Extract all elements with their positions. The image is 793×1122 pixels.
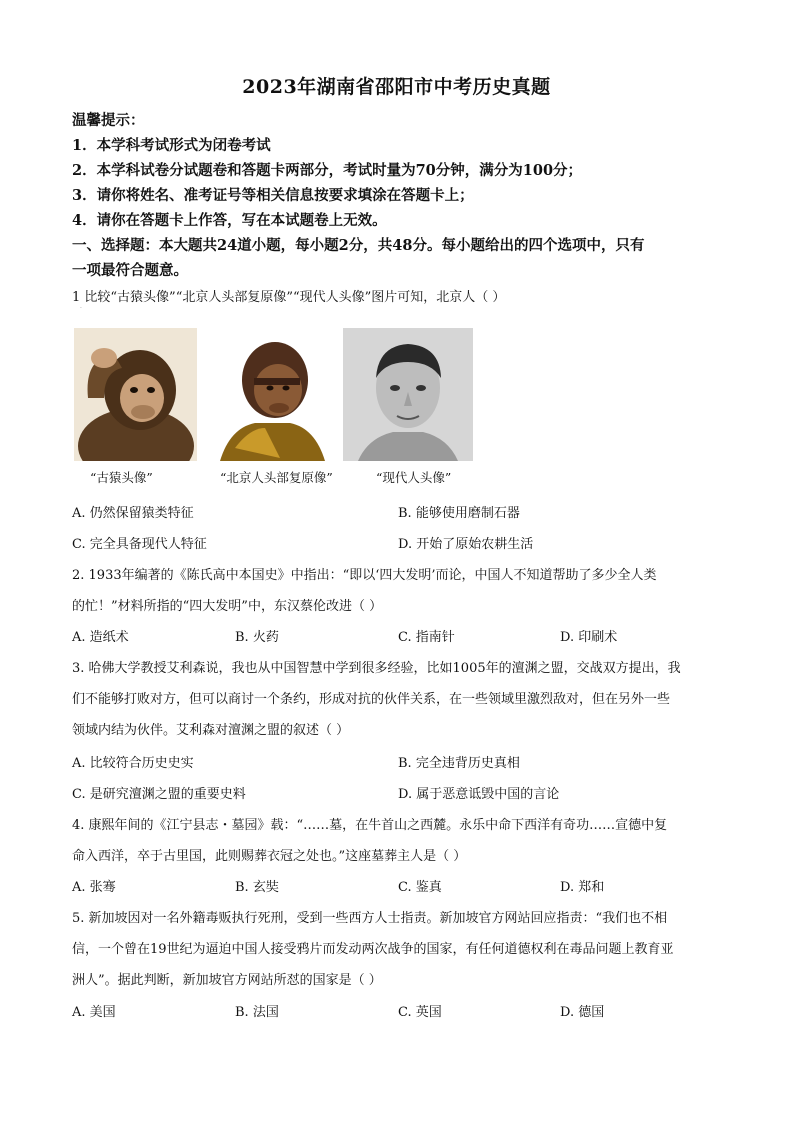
- tip-1: 1．本学科考试形式为闭卷考试: [72, 137, 271, 154]
- peking-man-image: [210, 328, 333, 461]
- q3-line3: 领域内结为伙伴。艾利森对澶渊之盟的叙述（ ）: [72, 723, 350, 738]
- tips-header: 温馨提示：: [72, 112, 145, 129]
- q1-option-c: C. 完全具备现代人特征: [72, 537, 207, 552]
- q1-stem: 1 比较“古猿头像”“北京人头部复原像”“现代人头像”图片可知，北京人（ ）: [72, 290, 506, 305]
- q4-option-d: D. 郑和: [560, 880, 605, 895]
- caption-modern-human: “现代人头像”: [376, 470, 452, 485]
- q4-line2: 命入西洋，卒于古里国，此则赐葬衣冠之处也。”这座墓葬主人是（ ）: [72, 849, 467, 864]
- caption-ape-head: “古猿头像”: [90, 470, 153, 485]
- tip-2: 2．本学科试卷分试题卷和答题卡两部分，考试时量为70分钟，满分为100分；: [72, 162, 583, 179]
- q2-line1: 2. 1933年编著的《陈氏高中本国史》中指出：“即以‘四大发明’而论，中国人不知道帮助了多少全人类: [72, 568, 657, 583]
- q4-option-a: A. 张骞: [72, 880, 116, 895]
- q5-line2: 信，一个曾在19世纪为逼迫中国人接受鸦片而发动两次战争的国家，有任何道德权利在毒品问题上教育亚: [72, 942, 674, 957]
- section-heading-line1: 一、选择题：本大题共24道小题，每小题2分，共48分。每小题给出的四个选项中，只有: [72, 237, 645, 254]
- tip-3: 3．请你将姓名、准考证号等相关信息按要求填涂在答题卡上；: [72, 187, 474, 204]
- q3-option-d: D. 属于恶意诋毁中国的言论: [398, 787, 560, 802]
- q5-option-c: C. 英国: [398, 1005, 442, 1020]
- q4-option-c: C. 鉴真: [398, 880, 442, 895]
- q2-option-b: B. 火药: [235, 630, 279, 645]
- q1-option-a: A. 仍然保留猿类特征: [72, 506, 194, 521]
- q5-line3: 洲人”。据此判断，新加坡官方网站所怼的国家是（ ）: [72, 973, 382, 988]
- modern-human-image: [343, 328, 473, 461]
- q3-option-a: A. 比较符合历史史实: [72, 756, 194, 771]
- q1-option-d: D. 开始了原始农耕生活: [398, 537, 534, 552]
- tip-4: 4．请你在答题卡上作答，写在本试题卷上无效。: [72, 212, 387, 229]
- q2-option-c: C. 指南针: [398, 630, 455, 645]
- stray-mark: ·: [80, 305, 82, 312]
- q2-line2: 的忙！”材料所指的“四大发明”中，东汉蔡伦改进（ ）: [72, 599, 383, 614]
- caption-peking-man: “北京人头部复原像”: [220, 470, 333, 485]
- q3-option-b: B. 完全违背历史真相: [398, 756, 520, 771]
- q5-option-b: B. 法国: [235, 1005, 279, 1020]
- section-heading-line2: 一项最符合题意。: [72, 262, 188, 279]
- q2-option-a: A. 造纸术: [72, 630, 129, 645]
- q4-option-b: B. 玄奘: [235, 880, 279, 895]
- q5-line1: 5. 新加坡因对一名外籍毒贩执行死刑，受到一些西方人士指责。新加坡官方网站回应指责：“我们也不相: [72, 911, 668, 926]
- q4-line1: 4. 康熙年间的《江宁县志・墓园》载：“……墓，在牛首山之西麓。永乐中命下西洋有奇功……宣德中复: [72, 818, 668, 833]
- q3-line2: 们不能够打败对方，但可以商讨一个条约，形成对抗的伙伴关系，在一些领域里激烈敌对，但在另外一些: [72, 692, 671, 707]
- page-title: 2023年湖南省邵阳市中考历史真题: [242, 76, 551, 98]
- q5-option-a: A. 美国: [72, 1005, 116, 1020]
- ape-head-image: [74, 328, 197, 461]
- q1-option-b: B. 能够使用磨制石器: [398, 506, 520, 521]
- q3-option-c: C. 是研究澶渊之盟的重要史料: [72, 787, 246, 802]
- q3-line1: 3. 哈佛大学教授艾利森说，我也从中国智慧中学到很多经验，比如1005年的澶渊之盟，交战双方提出，我: [72, 661, 681, 676]
- q2-option-d: D. 印刷术: [560, 630, 618, 645]
- q5-option-d: D. 德国: [560, 1005, 605, 1020]
